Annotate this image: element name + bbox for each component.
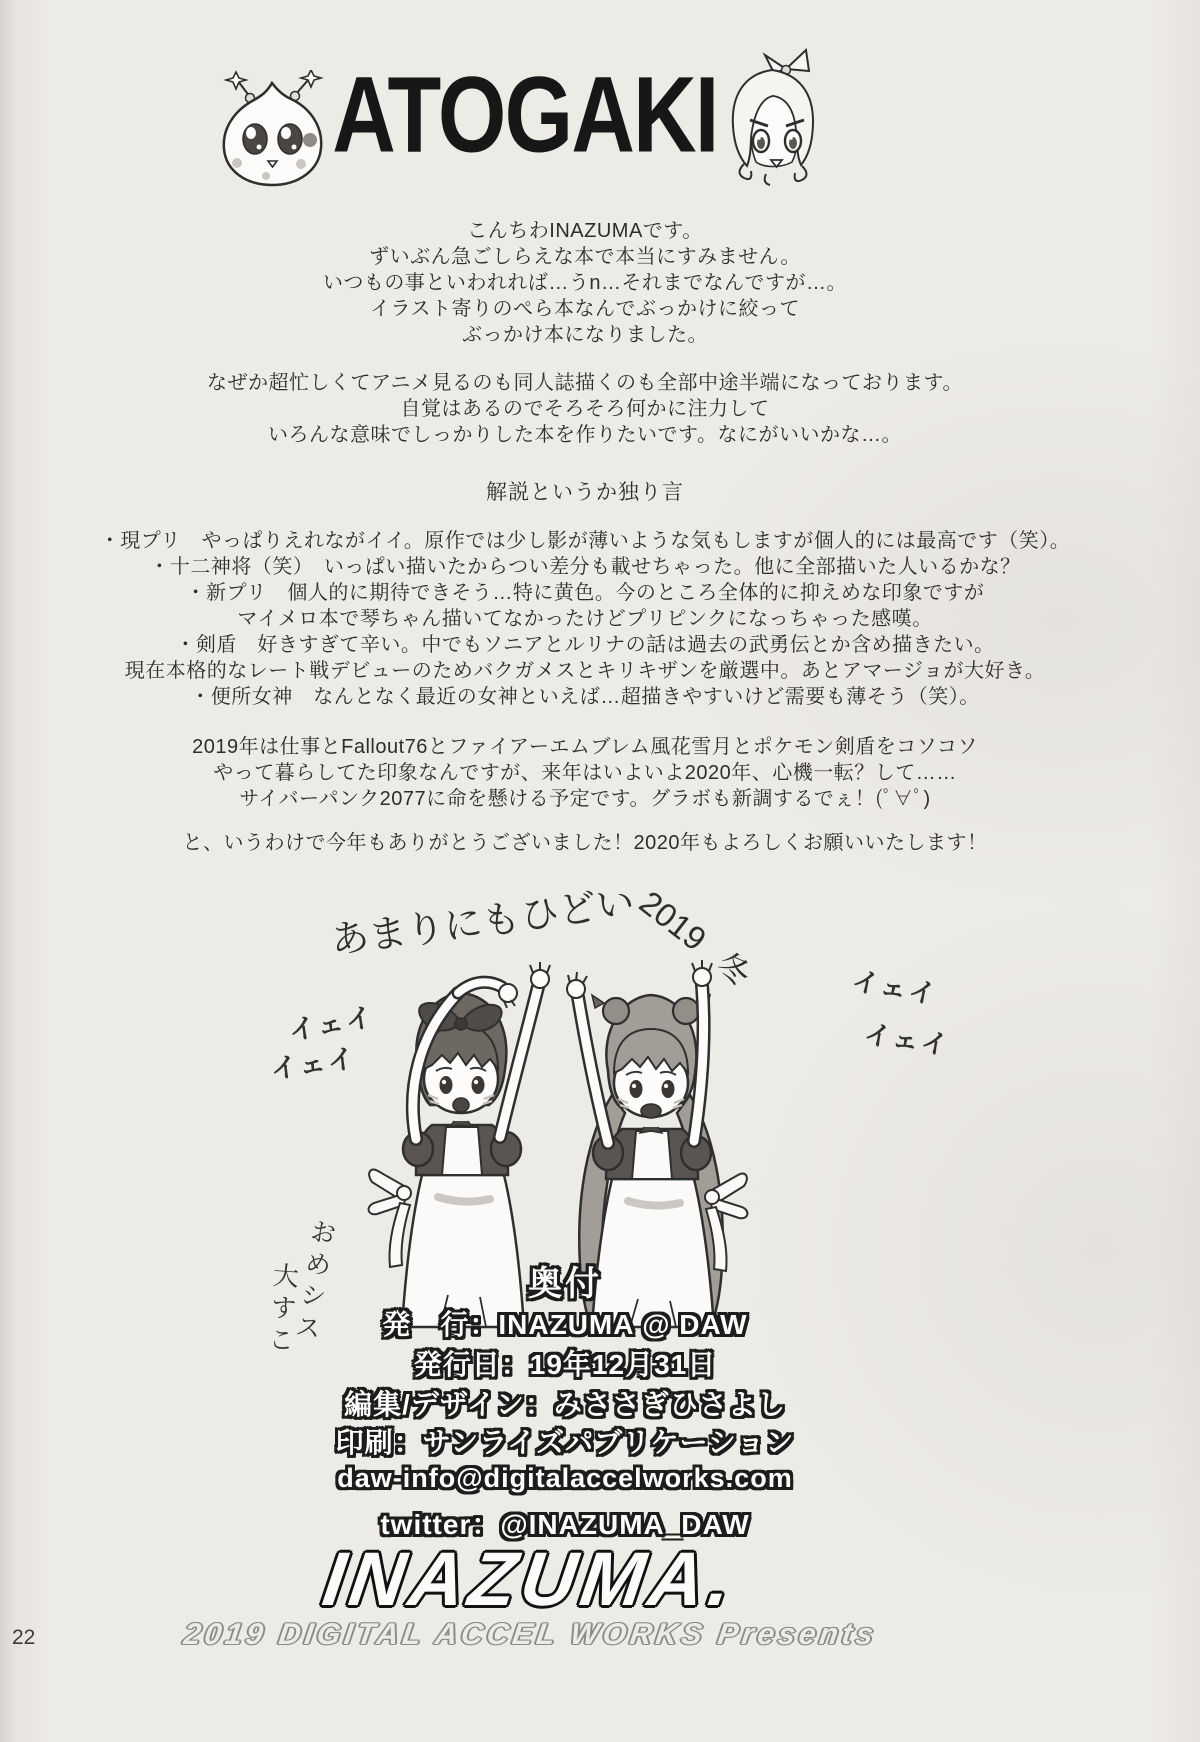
footer-logo-wrap	[130, 1536, 930, 1623]
text-line: やって暮らしてた印象なんですが、来年はいよいよ2020年、心機一転？して……	[213, 762, 957, 784]
footer-presents-wrap	[130, 1618, 930, 1652]
presents-line: 2019 DIGITAL ACCEL WORKS Presents	[181, 1618, 879, 1651]
colophon-heading: 奥付	[528, 1265, 602, 1303]
colophon-line: 印刷：サンライズパブリケーション	[335, 1427, 795, 1458]
text-line: いつもの事といわれれば…うn…それまでなんですが…。	[322, 272, 848, 294]
text-line: なぜか超忙しくてアニメ見るのも同人誌描くのも全部中途半端になっております。	[207, 372, 963, 394]
cheer-text: イェイ	[849, 965, 940, 1011]
text-line: 2019年は仕事とFallout76とファイアーエムブレム風花雪月とポケモン剣盾をコソコソ	[192, 736, 978, 758]
text-line: ・便所女神 なんとなく最近の女神といえば…超描きやすいけど需要も薄そう（笑）。	[190, 686, 980, 708]
text-line: ・十二神将（笑） いっぱい描いたからつい差分も載せちゃった。他に全部描いた人いるかな？	[149, 556, 1021, 578]
text-line: 現在本格的なレート戦デビューのためバクガメスとキリキザンを厳選中。あとアマージョが大好き。	[124, 660, 1046, 682]
handwritten-caption-part: あまりにも	[328, 897, 523, 963]
greeting-paragraph	[85, 218, 1085, 348]
notes-heading-wrap	[85, 476, 1085, 506]
text-line: ・新プリ 個人的に期待できそう…特に黄色。今のところ全体的に抑えめな印象ですが	[185, 582, 985, 604]
page-title: ATOGAKI	[332, 54, 718, 176]
text-line: いろんな意味でしっかりした本を作りたいです。なにがいいかな…。	[268, 424, 902, 446]
side-note-vertical: おめシス	[289, 1216, 339, 1348]
text-line: 自覚はあるのでそろそろ何かに注力して	[400, 398, 770, 420]
circle-logo: INAZUMA.	[318, 1537, 742, 1622]
handwritten-caption-part: 冬	[711, 945, 757, 993]
notes-list	[85, 528, 1085, 710]
page-number: 22	[12, 1626, 36, 1649]
handwritten-caption-part: 2019	[632, 883, 714, 958]
cheer-text: イェイ	[268, 1043, 359, 1085]
side-note-vertical: 大すこ	[263, 1261, 301, 1359]
text-line: ・現プリ やっぱりえれながイイ。原作では少し影が薄いような気もしますが個人的には最高です（笑）。	[99, 530, 1071, 552]
colophon-line: 発行日：19年12月31日	[413, 1349, 717, 1380]
cheer-text: イェイ	[861, 1019, 952, 1061]
status-paragraph	[85, 370, 1085, 448]
text-line: ずいぶん急ごしらえな本で本当にすみません。	[369, 246, 801, 268]
closing-line-wrap	[85, 830, 1085, 856]
text-line: イラスト寄りのぺら本なんでぶっかけに絞って	[370, 298, 800, 320]
text-line: マイメロ本で琴ちゃん描いてなかったけどプリピンクになっちゃった感嘆。	[237, 608, 933, 630]
handwritten-caption-part: ひどい	[518, 881, 638, 939]
colophon-twitter: twitter：@INAZUMA_DAW	[380, 1509, 750, 1540]
ribbon-girl-mascot-illustration	[716, 48, 828, 188]
colophon-email: daw-info@digitalaccelworks.com	[337, 1463, 793, 1493]
notes-heading: 解説というか独り言	[486, 481, 684, 504]
colophon-line: 発 行：INAZUMA @ DAW	[382, 1309, 748, 1340]
text-line: サイバーパンク2077に命を懸ける予定です。グラボも新調するでぇ！(ﾟ∀ﾟ)	[239, 788, 931, 810]
closing-line: と、いうわけで今年もありがとうございました！2020年もよろしくお願いいたします！	[182, 832, 988, 854]
text-line: こんちわINAZUMAです。	[467, 220, 703, 242]
cheer-text: イェイ	[286, 1001, 377, 1047]
colophon-line: 編集/デザイン：みささぎひさよし	[344, 1389, 786, 1420]
text-line: ・剣盾 好きすぎて辛い。中でもソニアとルリナの話は過去の武勇伝とか含め描きたい。	[175, 634, 995, 656]
text-line: ぶっかけ本になりました。	[462, 324, 708, 346]
year-review-paragraph	[85, 734, 1085, 812]
